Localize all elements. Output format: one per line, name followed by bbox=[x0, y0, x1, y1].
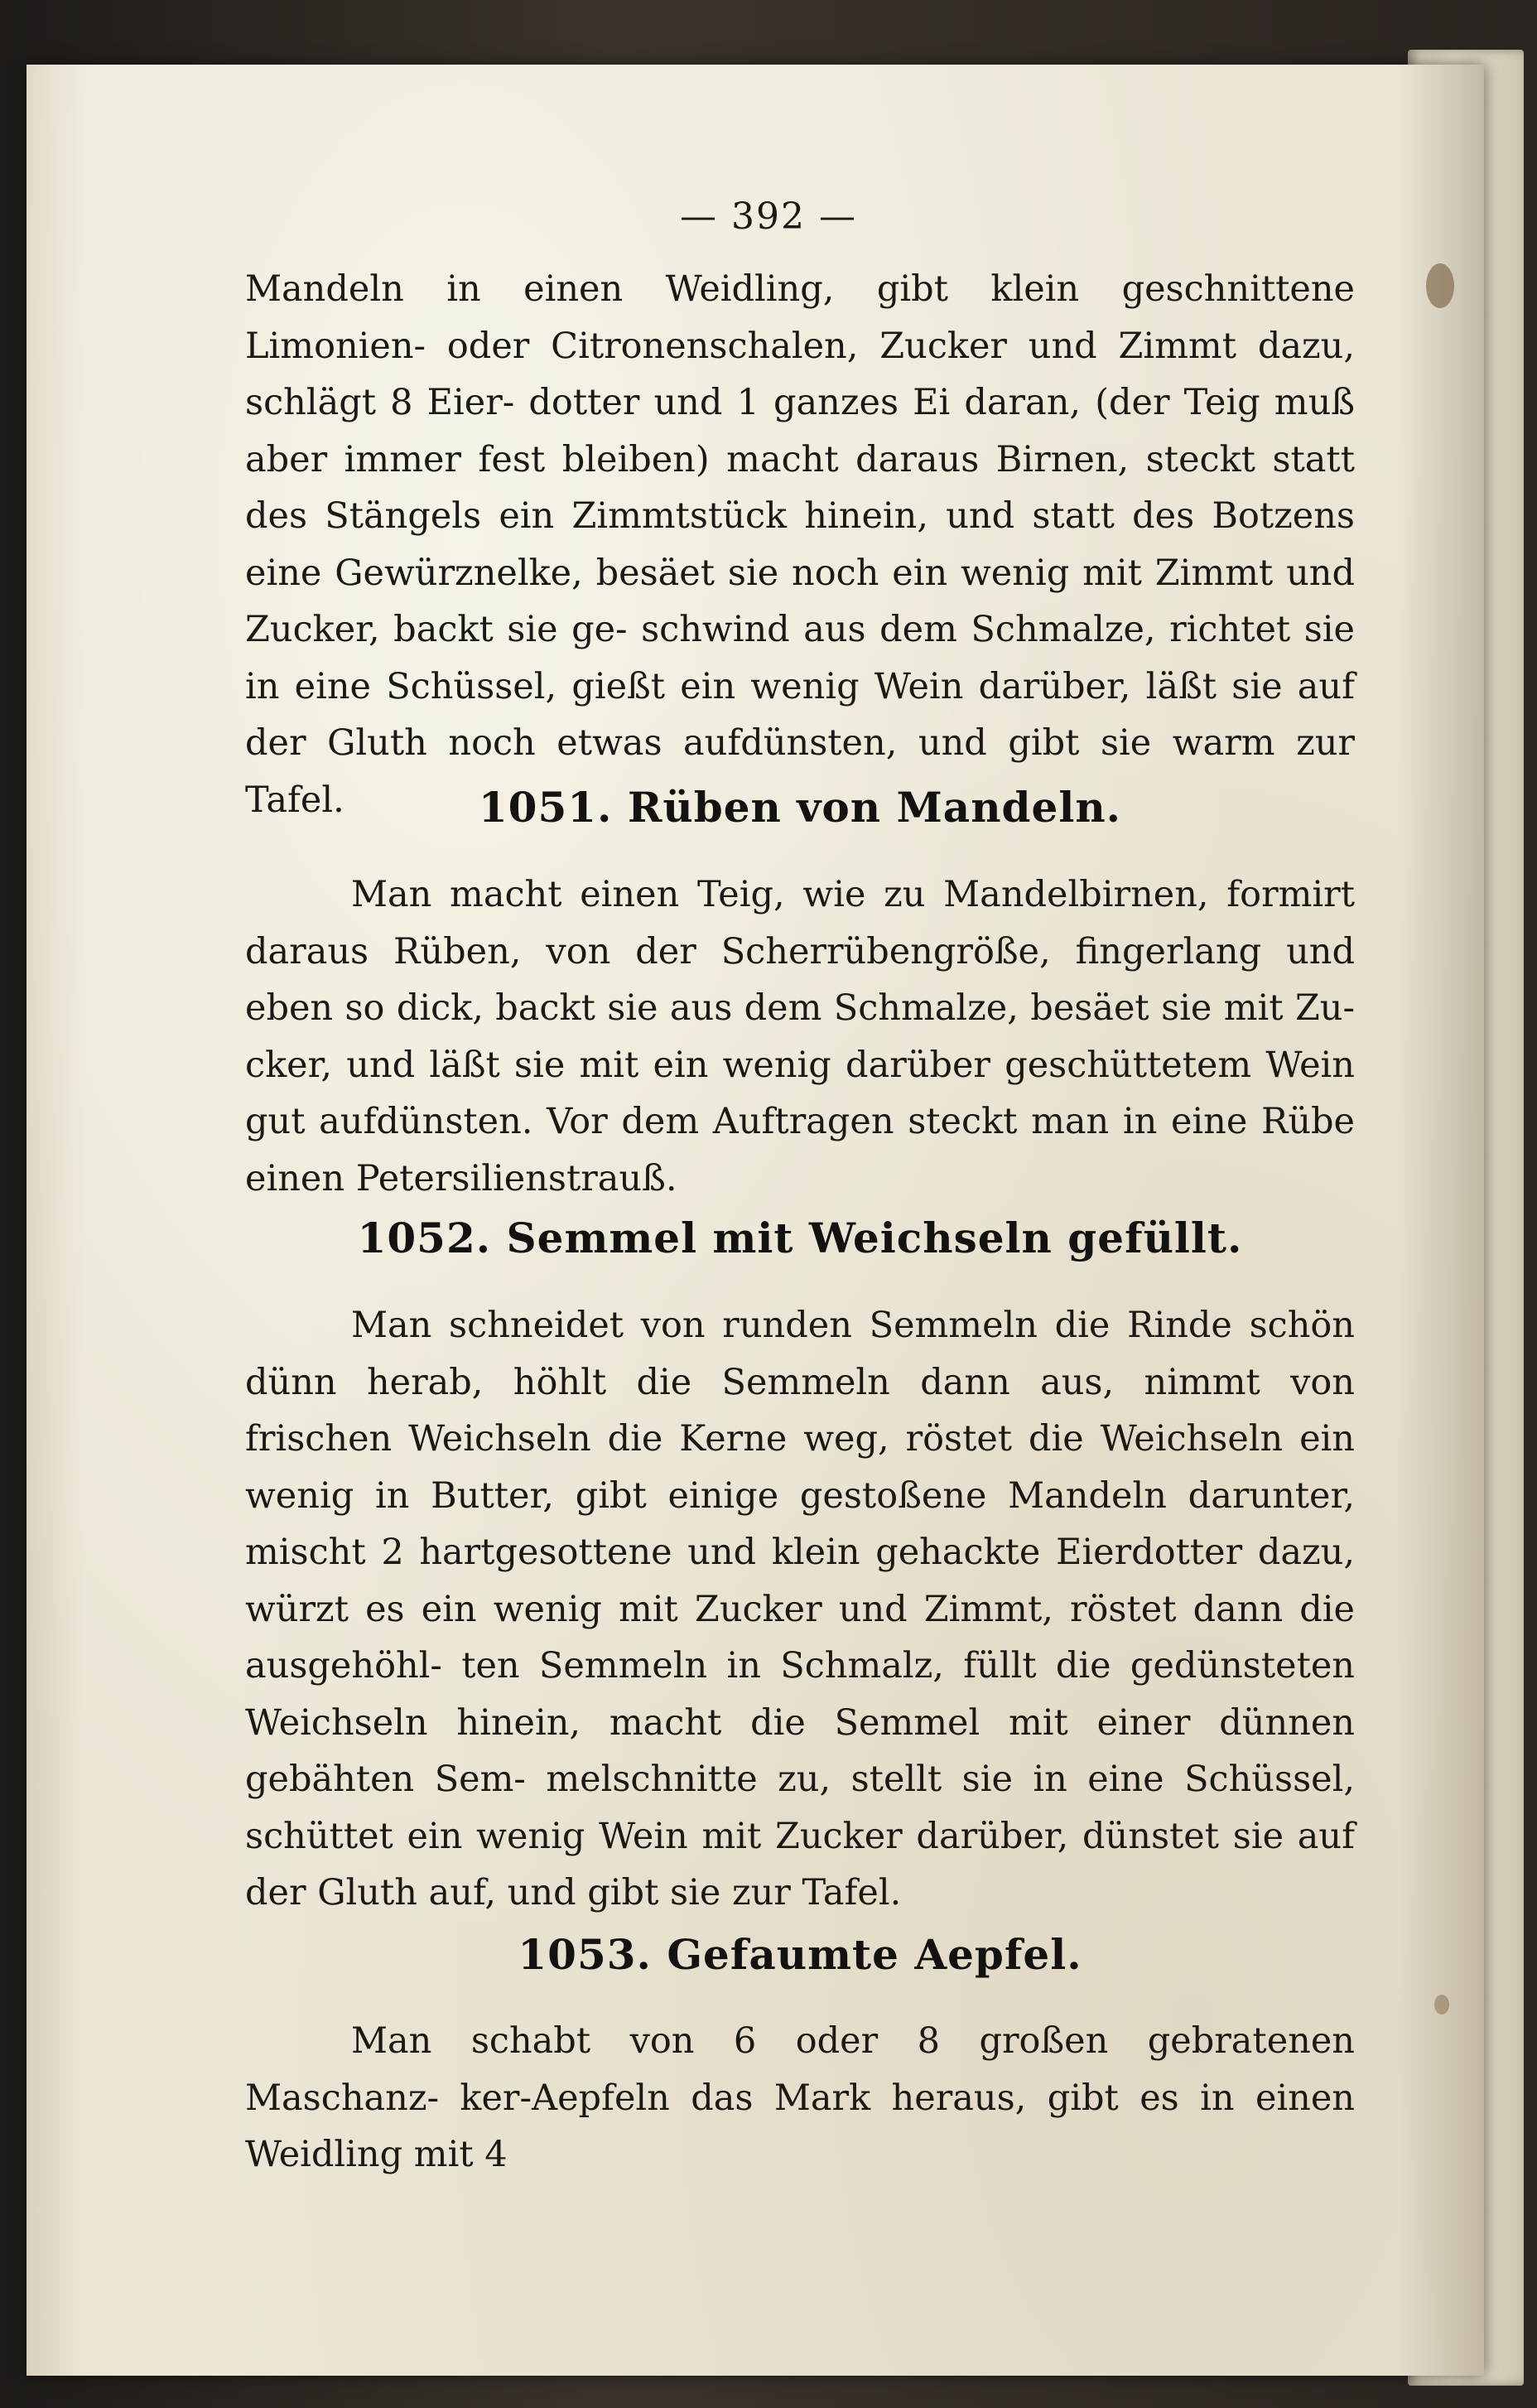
page-number: — 392 — bbox=[680, 195, 857, 238]
recipe-paragraph: Man schabt von 6 oder 8 großen gebratenen Maschanz- ker-Aepfeln das Mark heraus, gibt es in einen Weidling mit 4 bbox=[245, 2020, 1355, 2175]
recipe-1053-body bbox=[245, 2013, 1355, 2184]
paper-stain bbox=[1434, 1995, 1449, 2015]
recipe-paragraph: Man schneidet von runden Semmeln die Rinde schön dünn herab, höhlt die Semmeln dann aus, nimmt von frischen Weichseln die Kerne weg, röstet die Weichseln ein wenig in Butter, gibt einige gestoßene Mandeln darunter, mischt 2 hartgesottene und klein gehackte Eierdotter dazu, würzt es ein wenig mit Zucker und Zimmt, röstet dann die ausgehöhl- ten Semmeln in Schmalz, füllt die gedünsteten Weichseln hinein, macht die Semmel mit einer dünnen gebähten Sem- melschnitte zu, stellt sie in eine Schüssel, schüttet ein wenig Wein mit Zucker darüber, dünstet sie auf der Gluth auf, und gibt sie zur Tafel. bbox=[245, 1305, 1355, 1913]
continuation-block bbox=[245, 261, 1355, 828]
paper-stain bbox=[1426, 263, 1454, 308]
recipe-1052-body bbox=[245, 1297, 1355, 1922]
continuation-paragraph: Mandeln in einen Weidling, gibt klein geschnittene Limonien- oder Citronenschalen, Zucker und Zimmt dazu, schlägt 8 Eier- dotter und 1 ganzes Ei daran, (der Teig muß aber immer fest bleiben) macht daraus Birnen, steckt statt des Stängels ein Zimmtstück hinein, und statt des Botzens eine Gewürznelke, besäet sie noch ein wenig mit Zimmt und Zucker, backt sie ge- schwind aus dem Schmalze, richtet sie in eine Schüssel, gießt ein wenig Wein darüber, läßt sie auf der Gluth noch etwas aufdünsten, und gibt sie warm zur Tafel. bbox=[245, 268, 1355, 821]
recipe-heading: 1053. Gefaumte Aepfel. bbox=[518, 1930, 1082, 1979]
recipe-paragraph: Man macht einen Teig, wie zu Mandelbirnen, formirt daraus Rüben, von der Scherrübengröße, fingerlang und eben so dick, backt sie aus dem Schmalze, besäet sie mit Zu- cker, und läßt sie mit ein wenig darüber geschüttetem Wein gut aufdünsten. Vor dem Auftragen steckt man in eine Rübe einen Petersilienstrauß. bbox=[245, 874, 1355, 1199]
recipe-1051 bbox=[245, 783, 1355, 832]
recipe-heading: 1051. Rüben von Mandeln. bbox=[478, 783, 1122, 832]
recipe-1051-body bbox=[245, 866, 1355, 1207]
recipe-1053 bbox=[245, 1930, 1355, 1979]
recipe-heading: 1052. Semmel mit Weichseln gefüllt. bbox=[357, 1214, 1243, 1262]
recipe-1052 bbox=[245, 1214, 1355, 1262]
